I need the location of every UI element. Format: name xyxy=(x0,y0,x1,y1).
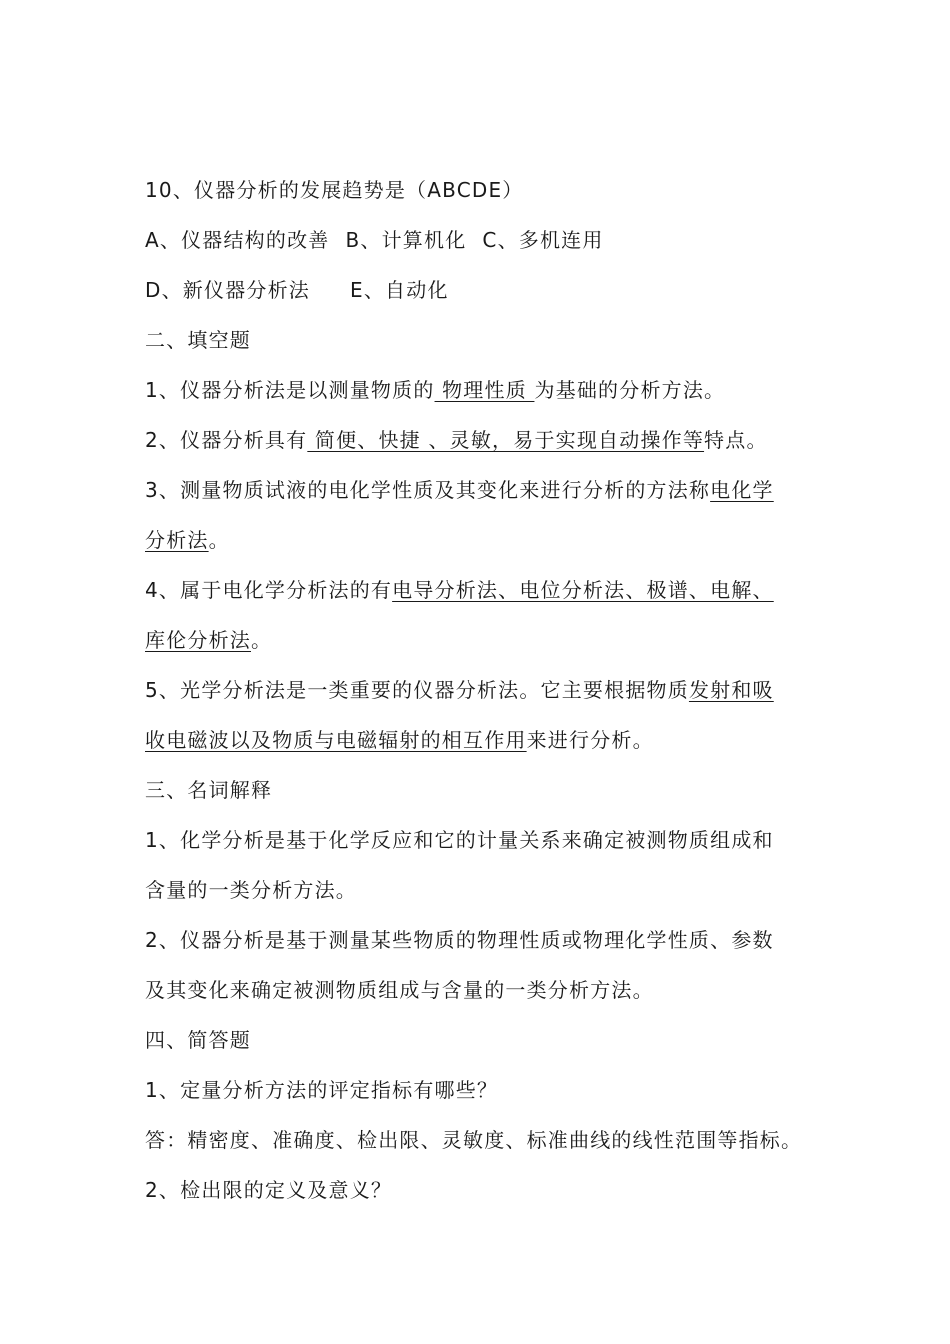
option-a: A、仪器结构的改善 xyxy=(145,228,330,252)
item-text: 为基础的分析方法。 xyxy=(534,378,726,402)
answer-blank: 电导分析法、电位分析法、极谱、电解、 xyxy=(392,578,774,602)
section-heading-definitions xyxy=(145,776,825,804)
item-text: 1、仪器分析法是以测量物质的 xyxy=(145,378,435,402)
fill-in-item-4-line-1 xyxy=(145,576,825,604)
section-heading-fill-in xyxy=(145,326,825,354)
item-text: 特点。 xyxy=(704,428,768,452)
answer-blank: 电化学 xyxy=(710,478,774,502)
item-text: 4、属于电化学分析法的有 xyxy=(145,578,393,602)
definition-2-line-1 xyxy=(145,926,825,954)
answer-blank: 发射和吸 xyxy=(688,678,774,702)
section-title: 四、简答题 xyxy=(145,1028,251,1052)
item-text: 答：精密度、准确度、检出限、灵敏度、标准曲线的线性范围等指标。 xyxy=(145,1128,803,1152)
section-heading-short-answer xyxy=(145,1026,825,1054)
item-text: 2、仪器分析具有 xyxy=(145,428,308,452)
question-10-stem xyxy=(145,176,825,204)
item-text: 2、仪器分析是基于测量某些物质的物理性质或物理化学性质、参数 xyxy=(145,928,774,952)
answer-blank: 收电磁波以及物质与电磁辐射的相互作用 xyxy=(145,728,527,752)
answer-blank: 物理性质 xyxy=(434,378,535,402)
item-text: 2、检出限的定义及意义？ xyxy=(145,1178,393,1202)
fill-in-item-4-line-2 xyxy=(145,626,825,654)
option-e: E、自动化 xyxy=(350,278,449,302)
item-text: 。 xyxy=(208,528,230,552)
answer-blank: 简便、快捷 、灵敏，易于实现自动操作等 xyxy=(307,428,705,452)
item-text: 3、测量物质试液的电化学性质及其变化来进行分析的方法称 xyxy=(145,478,711,502)
section-title: 二、填空题 xyxy=(145,328,251,352)
definition-1-line-2 xyxy=(145,876,825,904)
answer-blank: 库伦分析法 xyxy=(145,628,251,652)
definition-2-line-2 xyxy=(145,976,825,1004)
item-text: 。 xyxy=(251,628,273,652)
fill-in-item-5-line-1 xyxy=(145,676,825,704)
item-text: 来进行分析。 xyxy=(526,728,654,752)
item-text: 1、化学分析是基于化学反应和它的计量关系来确定被测物质组成和 xyxy=(145,828,774,852)
fill-in-item-1 xyxy=(145,376,825,404)
option-d: D、新仪器分析法 xyxy=(145,278,311,302)
question-10-options-row-1 xyxy=(145,226,825,254)
item-text: 及其变化来确定被测物质组成与含量的一类分析方法。 xyxy=(145,978,654,1002)
item-text: 1、定量分析方法的评定指标有哪些？ xyxy=(145,1078,499,1102)
option-c: C、多机连用 xyxy=(482,228,604,252)
fill-in-item-3-line-2 xyxy=(145,526,825,554)
item-text: 5、光学分析法是一类重要的仪器分析法。它主要根据物质 xyxy=(145,678,689,702)
item-text: 含量的一类分析方法。 xyxy=(145,878,357,902)
fill-in-item-3-line-1 xyxy=(145,476,825,504)
question-10-options-row-2 xyxy=(145,276,825,304)
short-answer-question-2 xyxy=(145,1176,825,1204)
fill-in-item-2 xyxy=(145,426,825,454)
short-answer-question-1 xyxy=(145,1076,825,1104)
section-title: 三、名词解释 xyxy=(145,778,273,802)
answer-blank: 分析法 xyxy=(145,528,209,552)
short-answer-answer-1 xyxy=(145,1126,825,1154)
fill-in-item-5-line-2 xyxy=(145,726,825,754)
option-b: B、计算机化 xyxy=(345,228,467,252)
question-text: 10、仪器分析的发展趋势是（ABCDE） xyxy=(145,178,524,202)
definition-1-line-1 xyxy=(145,826,825,854)
